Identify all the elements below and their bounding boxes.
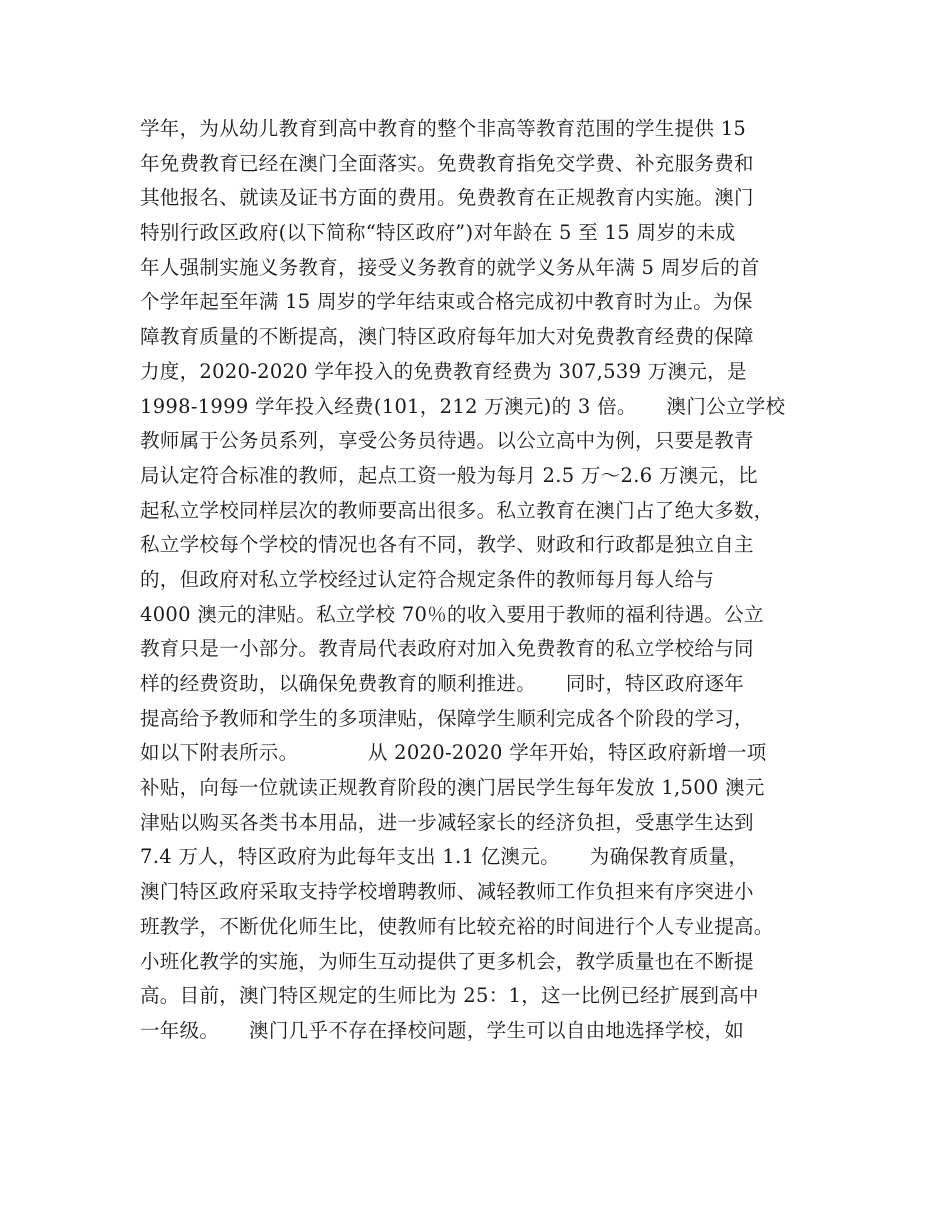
text-line: 澳门特区政府采取支持学校增聘教师、减轻教师工作负担来有序突进小 — [140, 880, 754, 904]
text-line: 一年级。 澳门几乎不存在择校问题，学生可以自由地选择学校，如 — [140, 1018, 745, 1042]
text-line: 起私立学校同样层次的教师要高出很多。私立教育在澳门占了绝大多数， — [140, 498, 774, 522]
text-line: 提高给予教师和学生的多项津贴，保障学生顺利完成各个阶段的学习， — [140, 706, 754, 730]
body-text — [140, 112, 830, 1049]
text-line: 局认定符合标准的教师，起点工资一般为每月 2.5 万～2.6 万澳元，比 — [140, 463, 758, 487]
text-line: 样的经费资助，以确保免费教育的顺利推进。 同时，特区政府逐年 — [140, 672, 745, 695]
text-line: 如以下附表所示。 从 2020-2020 学年开始，特区政府新增一项 — [140, 741, 767, 765]
text-line: 4000 澳元的津贴。私立学校 70％的收入要用于教师的福利待遇。公立 — [140, 602, 764, 626]
text-line: 特别行政区政府(以下简称“特区政府”)对年龄在 5 至 15 周岁的未成 — [140, 221, 736, 245]
text-line: 补贴，向每一位就读正规教育阶段的澳门居民学生每年发放 1,500 澳元 — [140, 776, 765, 800]
text-line: 障教育质量的不断提高，澳门特区政府每年加大对免费教育经费的保障 — [140, 325, 754, 349]
text-line: 年人强制实施义务教育，接受义务教育的就学义务从年满 5 周岁后的首 — [140, 255, 760, 279]
text-line: 7.4 万人，特区政府为此每年支出 1.1 亿澳元。 为确保教育质量， — [140, 845, 749, 869]
text-line: 的，但政府对私立学校经过认定符合规定条件的教师每月每人给与 — [140, 567, 715, 591]
text-line: 高。目前，澳门特区规定的生师比为 25：1，这一比例已经扩展到高中 — [140, 984, 759, 1008]
text-line: 1998-1999 学年投入经费(101，212 万澳元)的 3 倍。 澳门公立学校 — [140, 394, 786, 418]
text-line: 私立学校每个学校的情况也各有不同，教学、财政和行政都是独立自主 — [140, 533, 754, 557]
text-line: 力度，2020-2020 学年投入的免费教育经费为 307,539 万澳元，是 — [140, 359, 747, 383]
text-line: 年免费教育已经在澳门全面落实。免费教育指免交学费、补充服务费和 — [140, 151, 754, 175]
text-line: 津贴以购买各类书本用品，进一步减轻家长的经济负担，受惠学生达到 — [140, 810, 754, 834]
text-line: 个学年起至年满 15 周岁的学年结束或合格完成初中教育时为止。为保 — [140, 290, 753, 314]
text-line: 小班化教学的实施，为师生互动提供了更多机会，教学质量也在不断提 — [140, 949, 754, 973]
text-line: 教育只是一小部分。教青局代表政府对加入免费教育的私立学校给与同 — [140, 637, 754, 661]
text-line: 班教学，不断优化师生比，使教师有比较充裕的时间进行个人专业提高。 — [140, 914, 774, 938]
text-line: 教师属于公务员系列，享受公务员待遇。以公立高中为例，只要是教青 — [140, 429, 754, 453]
text-line: 其他报名、就读及证书方面的费用。免费教育在正规教育内实施。澳门 — [140, 186, 754, 210]
text-line: 学年，为从幼儿教育到高中教育的整个非高等教育范围的学生提供 15 — [140, 117, 747, 140]
